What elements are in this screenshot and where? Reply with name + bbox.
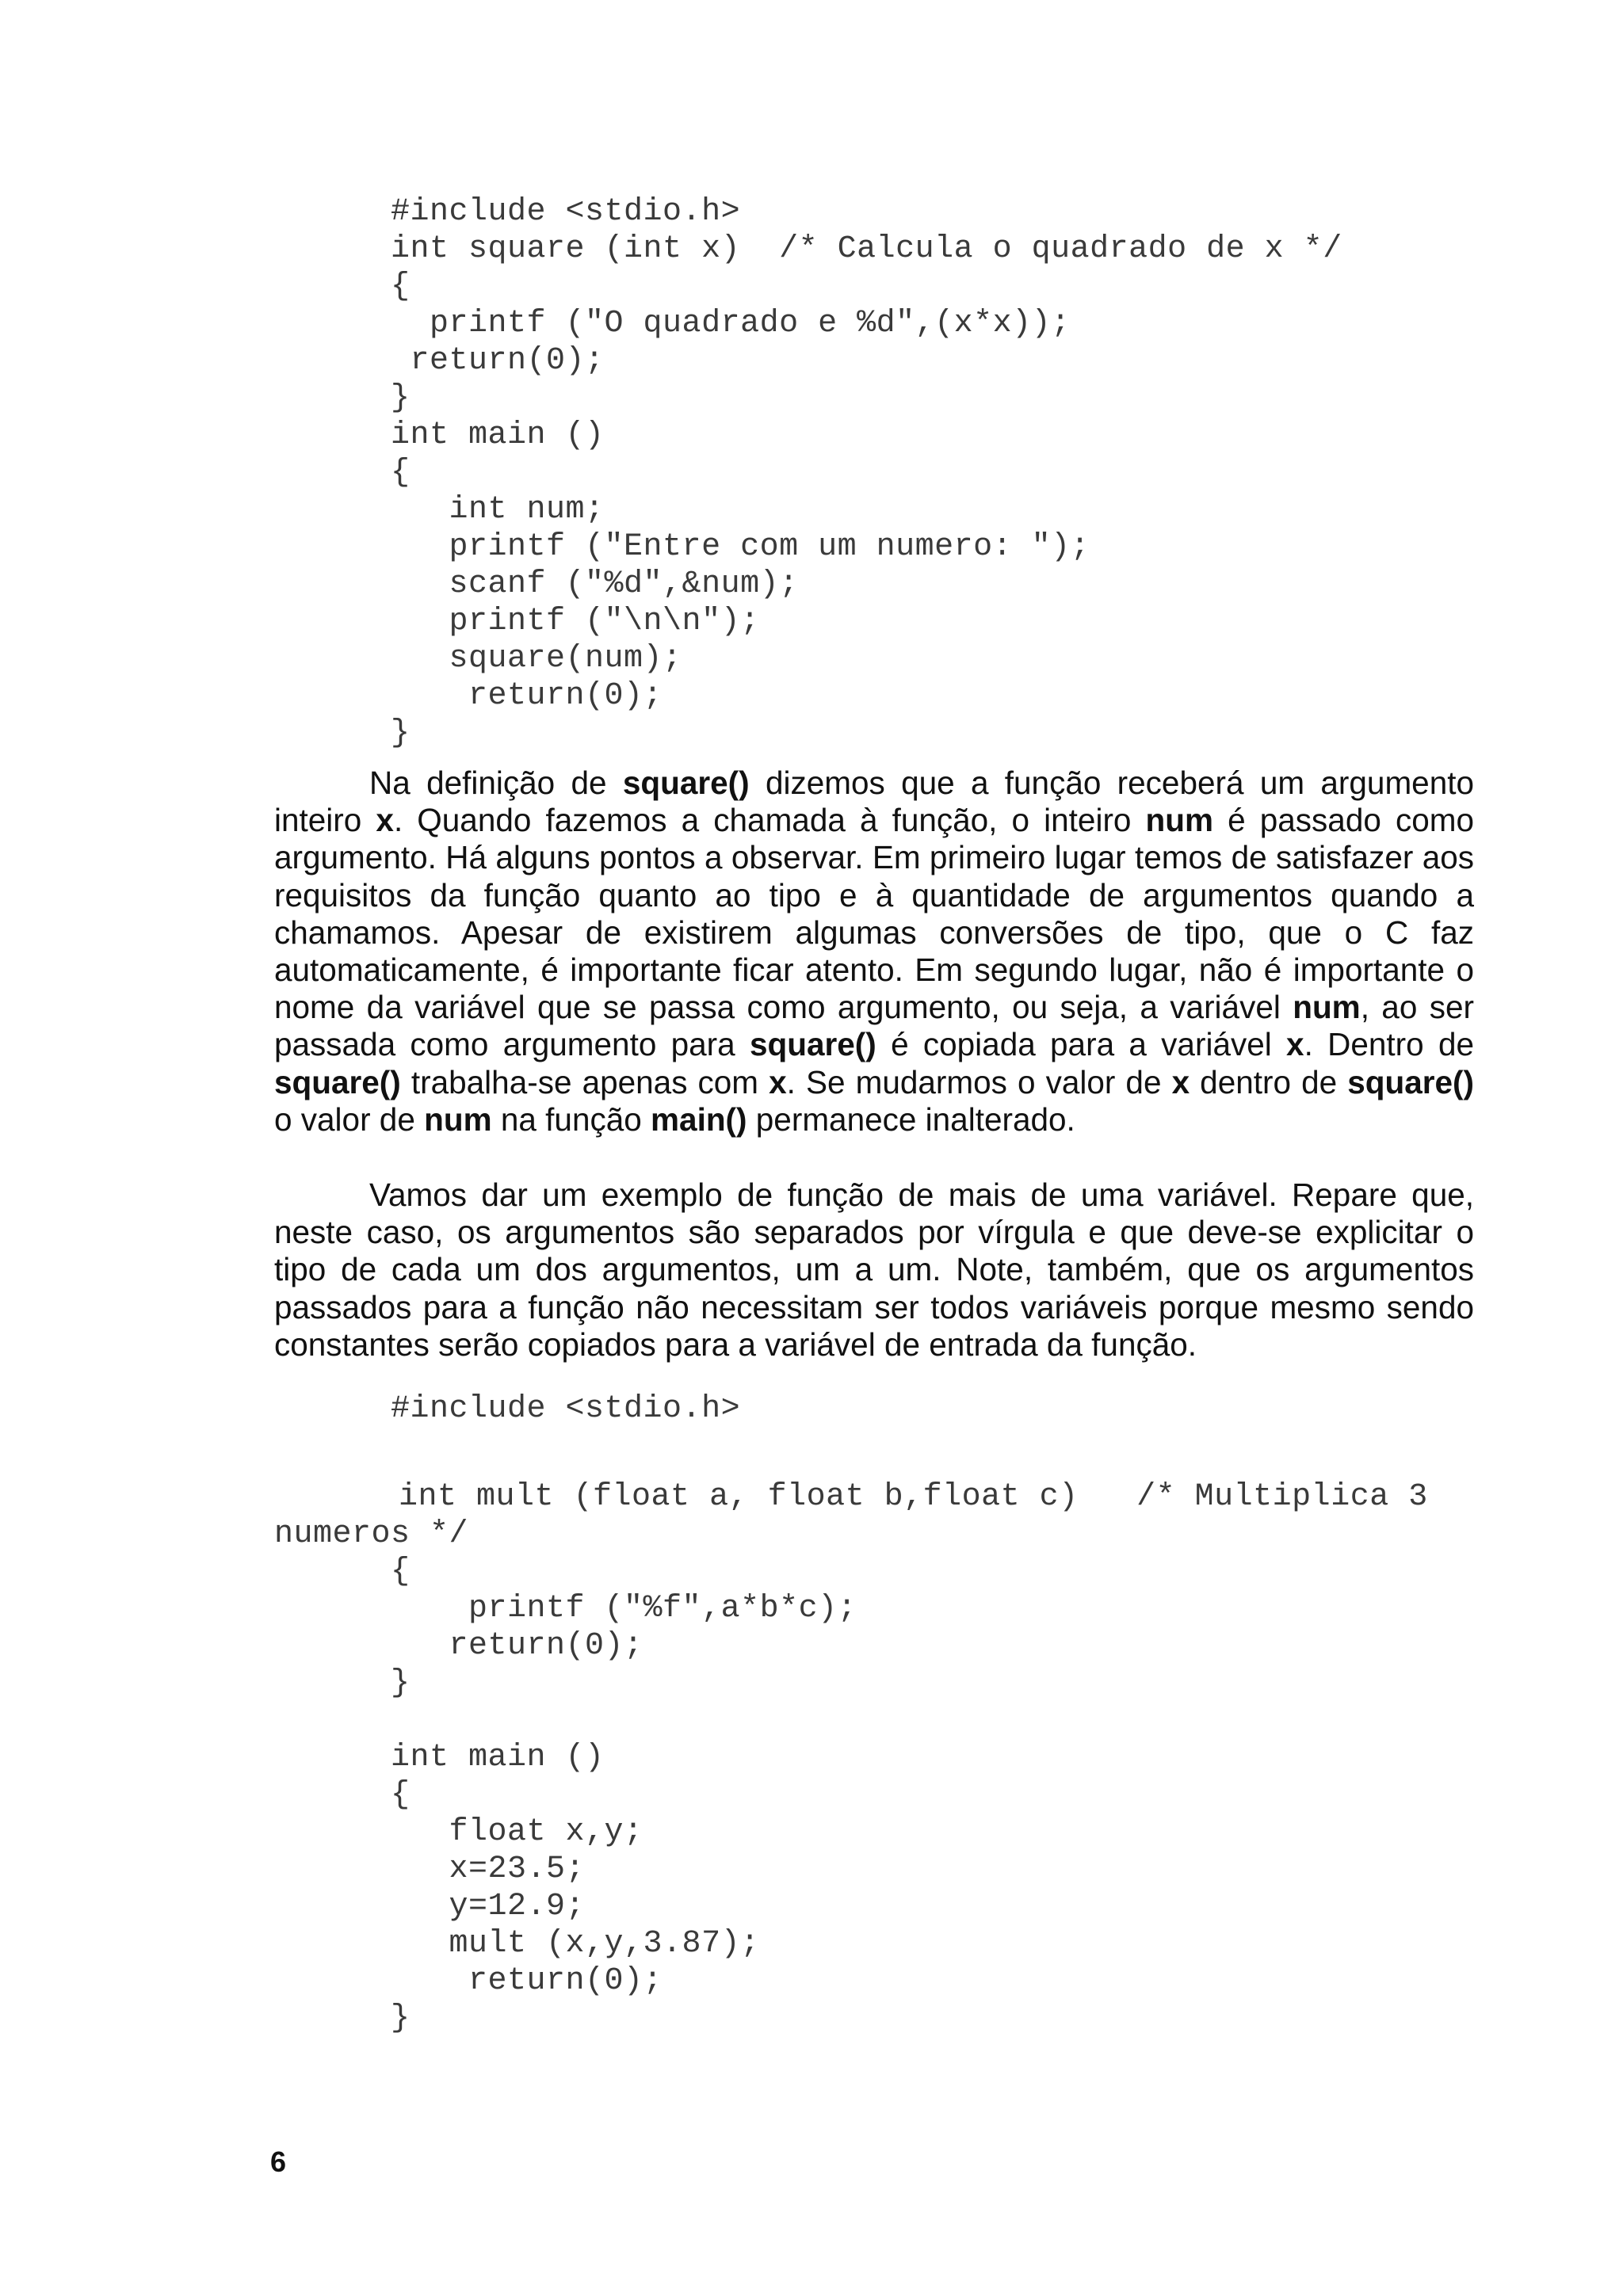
code-line: } xyxy=(391,1665,411,1701)
code-main-2 xyxy=(391,1739,760,2037)
paragraph-text: . Quando fazemos a chamada à função, o inteiro xyxy=(393,802,1146,839)
code-line: mult (x,y,3.87); xyxy=(391,1926,760,1962)
paragraph-text: . Se mudarmos o valor de xyxy=(786,1063,1172,1100)
code-line: printf ("\n\n"); xyxy=(391,604,760,639)
code-line: } xyxy=(391,715,411,751)
paragraph-text: na função xyxy=(491,1100,651,1138)
bold-term: square() xyxy=(1347,1063,1475,1100)
paragraph-text: Na definição de xyxy=(369,765,623,801)
code-line: numeros */ xyxy=(274,1516,469,1552)
bold-term: num xyxy=(1293,989,1361,1026)
code-mult-signature xyxy=(399,1478,1428,1516)
bold-term: x xyxy=(1171,1063,1190,1100)
paragraph-text: dizemos que a função receberá um argumento inteiro xyxy=(274,765,1475,839)
code-line: return(0); xyxy=(391,343,605,379)
code-line: printf ("Entre com um numero: "); xyxy=(391,529,1090,565)
code-line: square(num); xyxy=(391,641,682,677)
code-line: int mult (float a, float b,float c) /* Multiplica 3 xyxy=(399,1479,1428,1515)
code-line: return(0); xyxy=(391,678,663,714)
paragraph-text: , ao ser passada como argumento para xyxy=(274,989,1474,1063)
paragraph-text: . Dentro de xyxy=(1304,1026,1474,1063)
paragraph-text: trabalha-se apenas com xyxy=(400,1063,769,1100)
code-line: y=12.9; xyxy=(391,1889,586,1924)
code-block-square xyxy=(391,193,1342,752)
bold-term: x xyxy=(1286,1026,1304,1063)
paragraph-text: dentro de xyxy=(1190,1063,1348,1100)
code-line: int square (int x) /* Calcula o quadrado de x */ xyxy=(391,231,1342,267)
bold-term: x xyxy=(769,1063,787,1100)
code-line: { xyxy=(391,1554,411,1589)
code-line: } xyxy=(391,2000,411,2036)
code-line: return(0); xyxy=(391,1628,643,1664)
bold-term: num xyxy=(1145,802,1214,839)
code-line: float x,y; xyxy=(391,1814,643,1850)
paragraph-square-explanation xyxy=(274,765,1474,1138)
paragraph-text: é copiada para a variável xyxy=(876,1026,1287,1063)
paragraph-multi-args xyxy=(274,1177,1474,1363)
bold-term: num xyxy=(424,1100,492,1138)
code-line: x=23.5; xyxy=(391,1852,586,1887)
paragraph-text: o valor de xyxy=(274,1100,425,1138)
code-line: int main () xyxy=(391,418,605,453)
code-line: #include <stdio.h> xyxy=(391,1391,741,1427)
code-include-2 xyxy=(391,1390,740,1428)
bold-term: x xyxy=(376,802,394,839)
code-line: return(0); xyxy=(391,1963,663,1999)
code-mult-body xyxy=(391,1553,857,1702)
code-line: scanf ("%d",&num); xyxy=(391,566,799,602)
paragraph-text: Vamos dar um exemplo de função de mais de uma variável. Repare que, neste caso, os argumentos são separados por vírgula e que deve-se explicitar o tipo de cada um dos argumentos, um a um. Note, também, que os argumentos passados para a função não necessitam ser todos variáveis porque mesmo sendo constantes serão copiados para a variável de entrada da função. xyxy=(274,1177,1474,1363)
code-mult-signature-wrap xyxy=(274,1516,468,1553)
paragraph-text: permanece inalterado. xyxy=(747,1100,1075,1138)
bold-term: square() xyxy=(749,1026,876,1063)
code-line: printf ("%f",a*b*c); xyxy=(391,1591,857,1627)
page-number: 6 xyxy=(270,2145,287,2178)
bold-term: square() xyxy=(274,1063,401,1100)
bold-term: square() xyxy=(622,765,750,801)
code-line: { xyxy=(391,1777,411,1813)
code-line: int main () xyxy=(391,1740,605,1775)
code-line: printf ("O quadrado e %d",(x*x)); xyxy=(391,306,1071,341)
code-line: } xyxy=(391,380,411,416)
code-line: int num; xyxy=(391,492,605,528)
bold-term: main() xyxy=(651,1100,747,1138)
code-line: { xyxy=(391,455,411,490)
code-line: { xyxy=(391,269,411,304)
paragraph-text: é passado como argumento. Há alguns pontos a observar. Em primeiro lugar temos de satisfazer aos requisitos da função quanto ao tipo e à quantidade de argumentos quando a chamamos. Apesar de existirem algumas conversões de tipo, que o C faz automaticamente, é importante ficar atento. Em segundo lugar, não é importante o nome da variável que se passa como argumento, ou seja, a variável xyxy=(274,802,1475,1026)
code-line: #include <stdio.h> xyxy=(391,194,741,230)
